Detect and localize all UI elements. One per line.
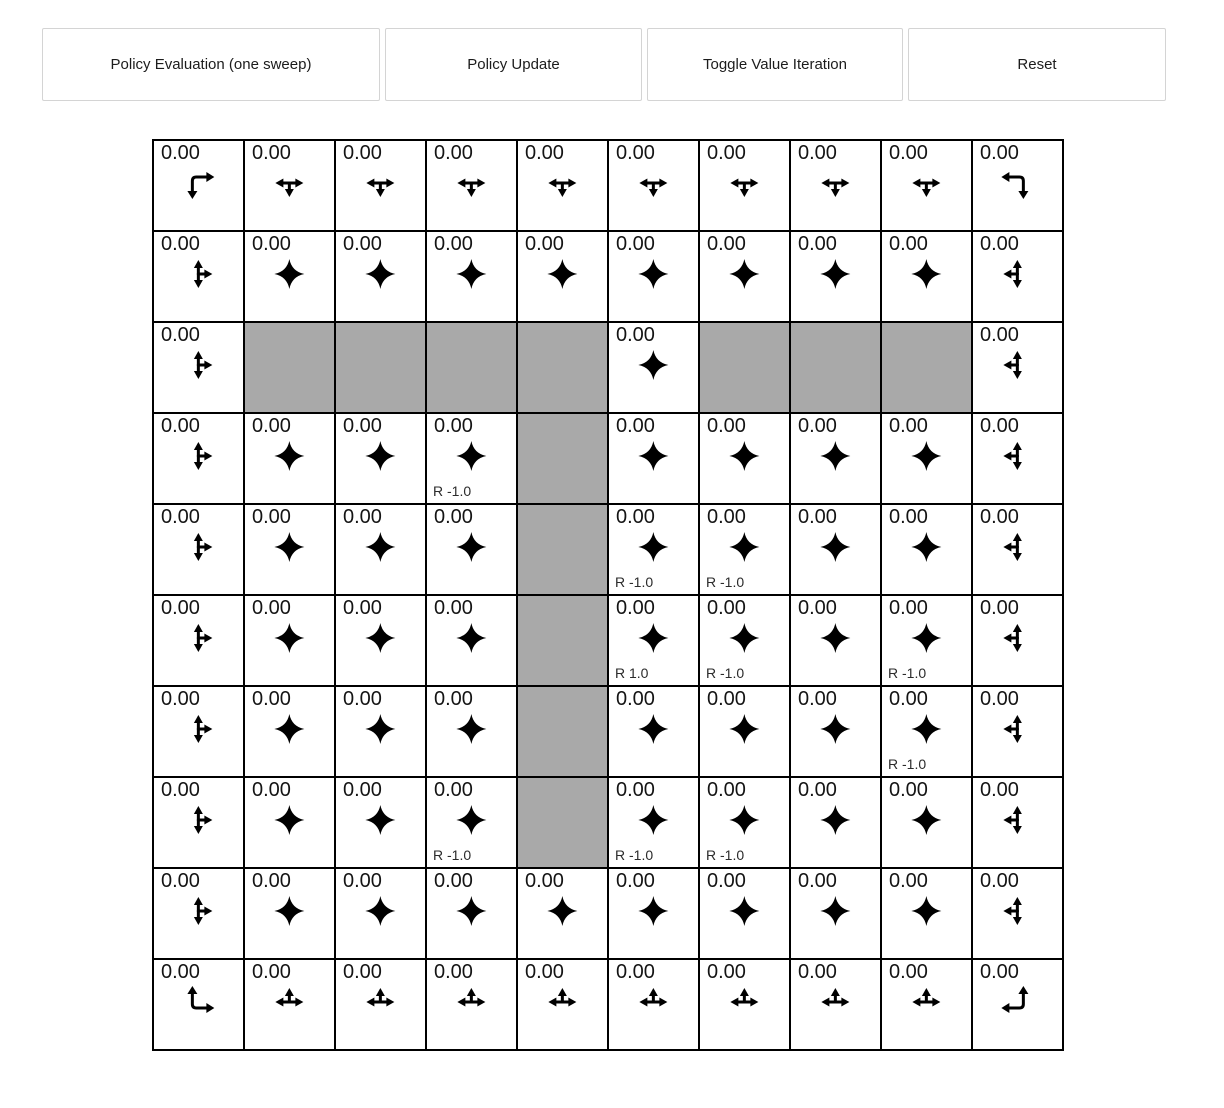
- cell-value: 0.00: [252, 870, 291, 892]
- policy-arrows-icon: [637, 349, 669, 381]
- cell-value: 0.00: [343, 506, 382, 528]
- grid-cell: [335, 504, 426, 595]
- policy-arrows-icon: [273, 895, 305, 927]
- grid-cell: [335, 595, 426, 686]
- grid-cell: [881, 686, 972, 777]
- policy-arrows-icon: [364, 167, 396, 199]
- cell-value: 0.00: [343, 870, 382, 892]
- grid-cell: [699, 231, 790, 322]
- cell-value: 0.00: [161, 961, 200, 983]
- policy-arrows-icon: [182, 349, 214, 381]
- policy-arrows-icon: [182, 986, 214, 1018]
- grid-cell: [881, 595, 972, 686]
- policy-arrows-icon: [364, 622, 396, 654]
- cell-value: 0.00: [161, 506, 200, 528]
- cell-value: 0.00: [798, 142, 837, 164]
- grid-cell: [244, 868, 335, 959]
- grid-cell: [881, 959, 972, 1050]
- grid-cell: [244, 231, 335, 322]
- cell-value: 0.00: [616, 324, 655, 346]
- cell-value: 0.00: [434, 415, 473, 437]
- cell-value: 0.00: [616, 961, 655, 983]
- grid-cell: [608, 140, 699, 231]
- policy-arrows-icon: [728, 713, 760, 745]
- policy-arrows-icon: [819, 804, 851, 836]
- grid-cell: [790, 231, 881, 322]
- policy-arrows-icon: [637, 713, 669, 745]
- cell-value: 0.00: [889, 779, 928, 801]
- policy-arrows-icon: [364, 258, 396, 290]
- grid-cell: [699, 777, 790, 868]
- cell-value: 0.00: [798, 961, 837, 983]
- grid-cell: [153, 959, 244, 1050]
- cell-value: 0.00: [707, 779, 746, 801]
- policy-arrows-icon: [910, 804, 942, 836]
- grid-cell: [972, 413, 1063, 504]
- policy-arrows-icon: [910, 258, 942, 290]
- policy-arrows-icon: [910, 622, 942, 654]
- policy-arrows-icon: [364, 804, 396, 836]
- cell-value: 0.00: [616, 233, 655, 255]
- grid-cell: [608, 322, 699, 413]
- policy-arrows-icon: [273, 167, 305, 199]
- grid-cell: [972, 959, 1063, 1050]
- grid-cell: [335, 686, 426, 777]
- policy-arrows-icon: [819, 167, 851, 199]
- cell-value: 0.00: [980, 779, 1019, 801]
- grid-cell: [608, 231, 699, 322]
- policy-arrows-icon: [455, 986, 487, 1018]
- policy-arrows-icon: [546, 258, 578, 290]
- policy-arrows-icon: [364, 713, 396, 745]
- grid-cell: [153, 231, 244, 322]
- policy-arrows-icon: [455, 167, 487, 199]
- cell-value: 0.00: [707, 870, 746, 892]
- grid-cell: [517, 959, 608, 1050]
- grid-cell: [972, 777, 1063, 868]
- policy-arrows-icon: [273, 440, 305, 472]
- cell-value: 0.00: [707, 506, 746, 528]
- cell-value: 0.00: [980, 961, 1019, 983]
- grid-cell: [608, 686, 699, 777]
- grid-cell: [881, 504, 972, 595]
- cell-value: 0.00: [252, 779, 291, 801]
- grid-cell: [699, 413, 790, 504]
- grid-cell: [335, 777, 426, 868]
- cell-value: 0.00: [980, 233, 1019, 255]
- wall-cell: [517, 504, 608, 595]
- policy-arrows-icon: [546, 167, 578, 199]
- grid-cell: [153, 595, 244, 686]
- cell-value: 0.00: [161, 688, 200, 710]
- grid-cell: [426, 140, 517, 231]
- grid-cell: [699, 686, 790, 777]
- cell-reward: R -1.0: [888, 756, 927, 772]
- policy-arrows-icon: [182, 440, 214, 472]
- policy-arrows-icon: [728, 167, 760, 199]
- grid-cell: [881, 777, 972, 868]
- policy-arrows-icon: [637, 167, 669, 199]
- grid-cell: [699, 504, 790, 595]
- grid-cell: [881, 868, 972, 959]
- grid-cell: [699, 140, 790, 231]
- policy-arrows-icon: [819, 895, 851, 927]
- policy-arrows-icon: [728, 258, 760, 290]
- grid-cell: [972, 231, 1063, 322]
- grid-cell: [608, 504, 699, 595]
- cell-value: 0.00: [161, 597, 200, 619]
- cell-value: 0.00: [980, 870, 1019, 892]
- policy-arrows-icon: [182, 622, 214, 654]
- cell-value: 0.00: [161, 415, 200, 437]
- grid-cell: [790, 686, 881, 777]
- cell-value: 0.00: [616, 506, 655, 528]
- wall-cell: [517, 686, 608, 777]
- cell-value: 0.00: [798, 779, 837, 801]
- cell-value: 0.00: [889, 506, 928, 528]
- cell-value: 0.00: [434, 506, 473, 528]
- cell-value: 0.00: [707, 233, 746, 255]
- cell-reward: R 1.0: [615, 665, 649, 681]
- grid-cell: [790, 959, 881, 1050]
- policy-arrows-icon: [182, 804, 214, 836]
- grid-cell: [517, 140, 608, 231]
- grid-cell: [881, 140, 972, 231]
- policy-arrows-icon: [182, 167, 214, 199]
- grid-cell: [153, 140, 244, 231]
- cell-value: 0.00: [343, 961, 382, 983]
- grid-cell: [972, 504, 1063, 595]
- cell-value: 0.00: [434, 597, 473, 619]
- wall-cell: [517, 595, 608, 686]
- policy-arrows-icon: [364, 440, 396, 472]
- grid-cell: [426, 777, 517, 868]
- grid-cell: [881, 231, 972, 322]
- policy-arrows-icon: [910, 713, 942, 745]
- grid-cell: [335, 140, 426, 231]
- cell-value: 0.00: [889, 142, 928, 164]
- grid-cell: [426, 231, 517, 322]
- cell-value: 0.00: [798, 506, 837, 528]
- wall-cell: [244, 322, 335, 413]
- cell-value: 0.00: [343, 142, 382, 164]
- cell-value: 0.00: [161, 779, 200, 801]
- cell-value: 0.00: [980, 597, 1019, 619]
- grid-cell: [790, 595, 881, 686]
- cell-value: 0.00: [252, 688, 291, 710]
- cell-value: 0.00: [798, 233, 837, 255]
- grid-cell: [426, 595, 517, 686]
- cell-value: 0.00: [343, 233, 382, 255]
- policy-arrows-icon: [455, 895, 487, 927]
- cell-value: 0.00: [525, 961, 564, 983]
- grid-cell: [790, 413, 881, 504]
- cell-reward: R -1.0: [706, 574, 745, 590]
- grid-cell: [608, 959, 699, 1050]
- cell-value: 0.00: [616, 597, 655, 619]
- grid-cell: [153, 686, 244, 777]
- cell-reward: R -1.0: [433, 847, 472, 863]
- grid-cell: [972, 595, 1063, 686]
- policy-arrows-icon: [637, 531, 669, 563]
- grid-cell: [426, 413, 517, 504]
- grid-cell: [972, 140, 1063, 231]
- cell-value: 0.00: [798, 870, 837, 892]
- policy-arrows-icon: [637, 622, 669, 654]
- cell-value: 0.00: [434, 870, 473, 892]
- cell-value: 0.00: [616, 415, 655, 437]
- gridworld: [152, 139, 1064, 1051]
- cell-value: 0.00: [798, 688, 837, 710]
- cell-value: 0.00: [616, 779, 655, 801]
- policy-evaluation-button[interactable]: Policy Evaluation (one sweep): [42, 28, 380, 101]
- grid-cell: [972, 686, 1063, 777]
- cell-value: 0.00: [889, 233, 928, 255]
- cell-value: 0.00: [343, 597, 382, 619]
- policy-arrows-icon: [819, 622, 851, 654]
- reset-button[interactable]: Reset: [908, 28, 1166, 101]
- policy-arrows-icon: [182, 258, 214, 290]
- cell-value: 0.00: [343, 779, 382, 801]
- toggle-value-iteration-button[interactable]: Toggle Value Iteration: [647, 28, 903, 101]
- grid-cell: [699, 595, 790, 686]
- policy-arrows-icon: [1001, 622, 1033, 654]
- wall-cell: [426, 322, 517, 413]
- policy-arrows-icon: [273, 804, 305, 836]
- cell-value: 0.00: [161, 324, 200, 346]
- grid-cell: [972, 868, 1063, 959]
- policy-arrows-icon: [273, 986, 305, 1018]
- policy-arrows-icon: [273, 531, 305, 563]
- wall-cell: [517, 777, 608, 868]
- policy-arrows-icon: [819, 258, 851, 290]
- policy-update-button[interactable]: Policy Update: [385, 28, 642, 101]
- grid-cell: [699, 868, 790, 959]
- policy-arrows-icon: [637, 895, 669, 927]
- grid-cell: [608, 595, 699, 686]
- grid-cell: [244, 504, 335, 595]
- policy-arrows-icon: [1001, 349, 1033, 381]
- grid-cell: [790, 777, 881, 868]
- policy-arrows-icon: [819, 531, 851, 563]
- grid-cell: [153, 322, 244, 413]
- cell-value: 0.00: [616, 870, 655, 892]
- cell-value: 0.00: [252, 597, 291, 619]
- cell-reward: R -1.0: [706, 847, 745, 863]
- policy-arrows-icon: [455, 531, 487, 563]
- grid-cell: [972, 322, 1063, 413]
- policy-arrows-icon: [819, 713, 851, 745]
- policy-arrows-icon: [455, 622, 487, 654]
- cell-reward: R -1.0: [433, 483, 472, 499]
- cell-value: 0.00: [980, 415, 1019, 437]
- cell-value: 0.00: [980, 324, 1019, 346]
- cell-value: 0.00: [889, 961, 928, 983]
- policy-arrows-icon: [637, 440, 669, 472]
- wall-cell: [699, 322, 790, 413]
- grid-cell: [244, 777, 335, 868]
- cell-value: 0.00: [161, 233, 200, 255]
- policy-arrows-icon: [637, 986, 669, 1018]
- policy-arrows-icon: [182, 713, 214, 745]
- grid-cell: [153, 777, 244, 868]
- grid-cell: [426, 504, 517, 595]
- cell-value: 0.00: [343, 688, 382, 710]
- cell-reward: R -1.0: [706, 665, 745, 681]
- cell-value: 0.00: [980, 506, 1019, 528]
- grid-cell: [335, 959, 426, 1050]
- policy-arrows-icon: [637, 258, 669, 290]
- policy-arrows-icon: [728, 895, 760, 927]
- grid-cell: [335, 231, 426, 322]
- cell-reward: R -1.0: [615, 574, 654, 590]
- policy-arrows-icon: [910, 167, 942, 199]
- cell-value: 0.00: [707, 961, 746, 983]
- policy-arrows-icon: [637, 804, 669, 836]
- wall-cell: [881, 322, 972, 413]
- policy-arrows-icon: [364, 895, 396, 927]
- cell-value: 0.00: [707, 142, 746, 164]
- cell-value: 0.00: [707, 688, 746, 710]
- policy-arrows-icon: [182, 531, 214, 563]
- cell-value: 0.00: [889, 415, 928, 437]
- cell-value: 0.00: [889, 870, 928, 892]
- grid-cell: [244, 140, 335, 231]
- cell-value: 0.00: [434, 779, 473, 801]
- grid-cell: [335, 413, 426, 504]
- cell-value: 0.00: [707, 415, 746, 437]
- grid-cell: [335, 868, 426, 959]
- policy-arrows-icon: [364, 986, 396, 1018]
- policy-arrows-icon: [546, 895, 578, 927]
- cell-value: 0.00: [889, 688, 928, 710]
- grid-cell: [244, 686, 335, 777]
- cell-value: 0.00: [161, 142, 200, 164]
- policy-arrows-icon: [455, 713, 487, 745]
- cell-value: 0.00: [252, 506, 291, 528]
- wall-cell: [790, 322, 881, 413]
- grid-cell: [699, 959, 790, 1050]
- grid-cell: [153, 413, 244, 504]
- policy-arrows-icon: [273, 622, 305, 654]
- cell-value: 0.00: [798, 415, 837, 437]
- grid-cell: [790, 140, 881, 231]
- cell-value: 0.00: [525, 870, 564, 892]
- grid-cell: [608, 868, 699, 959]
- cell-value: 0.00: [616, 688, 655, 710]
- policy-arrows-icon: [273, 258, 305, 290]
- toolbar: [42, 28, 1224, 101]
- policy-arrows-icon: [455, 804, 487, 836]
- policy-arrows-icon: [910, 895, 942, 927]
- grid-cell: [426, 959, 517, 1050]
- cell-value: 0.00: [434, 142, 473, 164]
- cell-value: 0.00: [616, 142, 655, 164]
- cell-value: 0.00: [434, 233, 473, 255]
- cell-value: 0.00: [252, 415, 291, 437]
- policy-arrows-icon: [728, 531, 760, 563]
- cell-value: 0.00: [798, 597, 837, 619]
- policy-arrows-icon: [1001, 713, 1033, 745]
- grid-cell: [153, 504, 244, 595]
- cell-value: 0.00: [889, 597, 928, 619]
- policy-arrows-icon: [728, 440, 760, 472]
- policy-arrows-icon: [910, 440, 942, 472]
- policy-arrows-icon: [455, 440, 487, 472]
- cell-value: 0.00: [434, 961, 473, 983]
- grid-cell: [517, 868, 608, 959]
- grid-cell: [881, 413, 972, 504]
- cell-value: 0.00: [707, 597, 746, 619]
- policy-arrows-icon: [546, 986, 578, 1018]
- grid-cell: [790, 504, 881, 595]
- grid-cell: [153, 868, 244, 959]
- policy-arrows-icon: [1001, 440, 1033, 472]
- grid-cell: [244, 413, 335, 504]
- policy-arrows-icon: [1001, 167, 1033, 199]
- cell-value: 0.00: [252, 233, 291, 255]
- wall-cell: [517, 322, 608, 413]
- policy-arrows-icon: [819, 986, 851, 1018]
- policy-arrows-icon: [728, 622, 760, 654]
- grid-cell: [426, 868, 517, 959]
- policy-arrows-icon: [910, 986, 942, 1018]
- grid-cell: [426, 686, 517, 777]
- cell-value: 0.00: [161, 870, 200, 892]
- grid-cell: [517, 231, 608, 322]
- policy-arrows-icon: [1001, 258, 1033, 290]
- cell-reward: R -1.0: [615, 847, 654, 863]
- policy-arrows-icon: [819, 440, 851, 472]
- wall-cell: [517, 413, 608, 504]
- cell-value: 0.00: [980, 142, 1019, 164]
- policy-arrows-icon: [1001, 531, 1033, 563]
- policy-arrows-icon: [1001, 895, 1033, 927]
- policy-arrows-icon: [728, 804, 760, 836]
- wall-cell: [335, 322, 426, 413]
- cell-value: 0.00: [252, 961, 291, 983]
- cell-value: 0.00: [525, 233, 564, 255]
- policy-arrows-icon: [455, 258, 487, 290]
- grid-cell: [244, 959, 335, 1050]
- policy-arrows-icon: [910, 531, 942, 563]
- policy-arrows-icon: [273, 713, 305, 745]
- cell-value: 0.00: [980, 688, 1019, 710]
- policy-arrows-icon: [728, 986, 760, 1018]
- grid-cell: [244, 595, 335, 686]
- cell-reward: R -1.0: [888, 665, 927, 681]
- cell-value: 0.00: [434, 688, 473, 710]
- grid-cell: [608, 777, 699, 868]
- grid-cell: [608, 413, 699, 504]
- policy-arrows-icon: [1001, 804, 1033, 836]
- policy-arrows-icon: [182, 895, 214, 927]
- cell-value: 0.00: [252, 142, 291, 164]
- policy-arrows-icon: [364, 531, 396, 563]
- cell-value: 0.00: [525, 142, 564, 164]
- policy-arrows-icon: [1001, 986, 1033, 1018]
- cell-value: 0.00: [343, 415, 382, 437]
- grid-cell: [790, 868, 881, 959]
